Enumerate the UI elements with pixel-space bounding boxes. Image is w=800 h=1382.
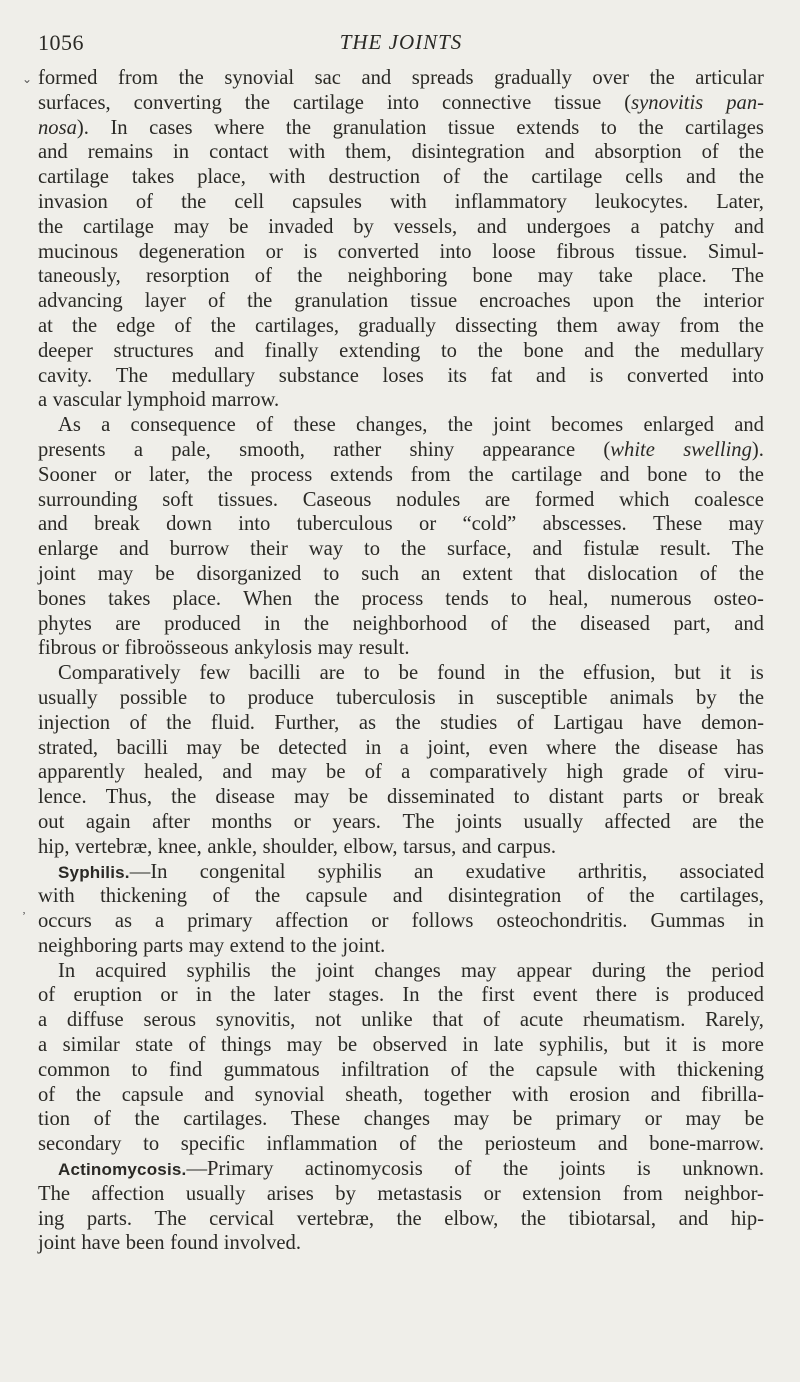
text-line: apparently healed, and may be of a comparatively high grade of viru- [38, 761, 764, 784]
text-line: at the edge of the cartilages, gradually dissecting them away from the [38, 314, 764, 337]
margin-mark-mid: ‚ [22, 902, 26, 916]
body-text [38, 66, 764, 1256]
text-line: Actinomycosis.—Primary actinomycosis of the joints is unknown. [58, 1158, 764, 1181]
text-line: taneously, resorption of the neighboring bone may take place. The [38, 265, 764, 288]
text-line: a vascular lymphoid marrow. [38, 389, 280, 412]
text-line: formed from the synovial sac and spreads gradually over the articular [38, 67, 764, 89]
text-line: presents a pale, smooth, rather shiny appearance (white swelling). [38, 438, 764, 461]
text-line: mucinous degeneration or is converted into loose fibrous tissue. Simul- [38, 240, 764, 263]
text-line: of eruption or in the later stages. In the first event there is produced [38, 984, 764, 1007]
text-line: and break down into tuberculous or “cold” abscesses. These may [38, 513, 764, 536]
text-line: bones takes place. When the process tends to heal, numerous osteo- [38, 587, 764, 610]
text-line: advancing layer of the granulation tissue encroaches upon the interior [38, 290, 764, 313]
text-line: the cartilage may be invaded by vessels, and undergoes a patchy and [38, 215, 764, 238]
text-line: hip, vertebræ, knee, ankle, shoulder, elbow, tarsus, and carpus. [38, 835, 557, 858]
text-line: tion of the cartilages. These changes may be primary or may be [38, 1108, 764, 1131]
text-line: As a consequence of these changes, the joint becomes enlarged and [58, 414, 764, 437]
text-line: of the capsule and synovial sheath, together with erosion and fibrilla- [38, 1083, 764, 1106]
text-line: neighboring parts may extend to the joint. [38, 934, 386, 957]
text-line: common to find gummatous infiltration of the capsule with thickening [38, 1058, 764, 1081]
text-line: surfaces, converting the cartilage into connective tissue (synovitis pan- [38, 91, 764, 114]
text-line: phytes are produced in the neighborhood of the diseased part, and [38, 612, 764, 635]
text-line: joint have been found involved. [38, 1232, 301, 1255]
margin-mark-top: ⌄ [22, 72, 33, 86]
text-line: and remains in contact with them, disintegration and absorption of the [38, 141, 764, 164]
text-line: The affection usually arises by metastasis or extension from neighbor- [38, 1182, 764, 1205]
text-line: deeper structures and finally extending to the bone and the medullary [38, 339, 764, 362]
text-line: joint may be disorganized to such an extent that dislocation of the [38, 562, 764, 585]
text-line: injection of the fluid. Further, as the studies of Lartigau have demon- [38, 711, 764, 734]
text-line: nosa). In cases where the granulation tissue extends to the cartilages [38, 116, 764, 139]
text-line: Syphilis.—In congenital syphilis an exudative arthritis, associated [58, 860, 764, 883]
text-line: surrounding soft tissues. Caseous nodules are formed which coalesce [38, 488, 764, 511]
running-head: THE JOINTS [339, 30, 463, 54]
text-line: Sooner or later, the process extends from the cartilage and bone to the [38, 463, 764, 486]
text-line: a similar state of things may be observed in late syphilis, but it is more [38, 1034, 764, 1057]
text-line: cartilage takes place, with destruction of the cartilage cells and the [38, 166, 764, 189]
text-line: cavity. The medullary substance loses its fat and is converted into [38, 364, 764, 387]
page-header [38, 30, 764, 60]
text-line: occurs as a primary affection or follows osteochondritis. Gummas in [38, 910, 764, 933]
text-line: ing parts. The cervical vertebræ, the elbow, the tibiotarsal, and hip- [38, 1207, 764, 1230]
text-line: enlarge and burrow their way to the surface, and fistulæ result. The [38, 538, 764, 561]
text-line: with thickening of the capsule and disintegration of the cartilages, [38, 885, 764, 908]
text-line: Comparatively few bacilli are to be found in the effusion, but it is [58, 662, 764, 685]
text-line: secondary to specific inflammation of the periosteum and bone-marrow. [38, 1133, 764, 1156]
text-line: invasion of the cell capsules with inflammatory leukocytes. Later, [38, 190, 764, 213]
text-line: strated, bacilli may be detected in a joint, even where the disease has [38, 736, 764, 759]
text-line: In acquired syphilis the joint changes may appear during the period [58, 959, 764, 982]
text-line: lence. Thus, the disease may be disseminated to distant parts or break [38, 786, 764, 809]
text-line: fibrous or fibroösseous ankylosis may result. [38, 637, 410, 660]
text-line: a diffuse serous synovitis, not unlike that of acute rheumatism. Rarely, [38, 1009, 764, 1032]
page-number: 1056 [38, 30, 84, 55]
text-line: out again after months or years. The joints usually affected are the [38, 810, 764, 833]
text-line: usually possible to produce tuberculosis in susceptible animals by the [38, 686, 764, 709]
